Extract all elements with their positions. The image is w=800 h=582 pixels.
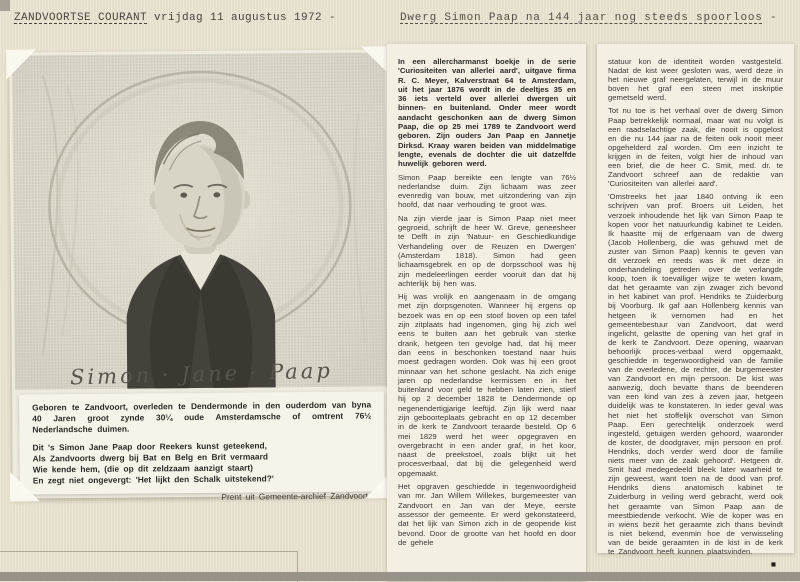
article-paragraph: 'Omstreeks het jaar 1840 ontving ik een schrijven van prof. Broers uit Leiden, het verzoek inhoudende het lijk van Simon Paap te kopen voor het natuurkundig kabinet te Leiden. Ik haastte mij de erfgenaam van de dwerg (Jacob Hollenberg, die was gehuwd met de zuster van Simon Paap) kennis te geven van dit verzoek en reeds was ik met deze in onderhandeling getreden over de verlangde koop, toen ik toevalliger wijze te weten kwam, dat het geraamte van zijn zwager zich bevond in het kabinet van prof. Hendriks te Zuiderburg bij Voorburg. Ik gaf aan Hollenberg kennis van hetgeen ik vernomen had en het gemeentebestuur van Zandvoort, dat werd ingelicht, gelastte de opening van het graf in de kerk te Zandvoort. Deze opening, waarvan behoorlijk proces-verbaal werd opgemaakt, geschiedde in tegenwoordigheid van de familie van de overledene, de rechter, de burgemeester van Zandvoort en mijn persoon. De kist was aanwezig, doch bevatte thans de beenderen van een kind van zes à zeven jaar, hetgeen duidelijk was te konstateren. In ieder geval was het niet het stoffelijk overschot van Simon Paap. Een gerechtelijk onderzoek werd ingesteld, getuigen werden gehoord, waaronder de koster, de doodgraver, mijn persoon en prof. Hendriks, doch verder werd door de familie niets meer van de zaak gehoord'. Hetgeen dr. Smit had medegedeeld bleek later waarheid te zijn geweest, want toen na de dood van prof. Hendriks diens anatomisch kabinet te Zuiderburg in veiling werd gebracht, werd ook het geraamte van Simon Paap aan de meestbiedende verkocht. Wie de koper was en in wiens bezit het geraamte zich thans bevindt is niet bekend, evenmin hoe de verwisseling van de beide geraamten in de kist in de kerk te Zandvoort heeft kunnen plaatsvinden. (608, 192, 783, 556)
poem-line: Wie kende hem, (die op dit zeldzaam aanzigt staart) (32, 462, 253, 475)
caption-card (19, 391, 385, 502)
scan-corner-mark (0, 0, 10, 11)
newspaper-name: ZANDVOORTSE COURANT (14, 12, 148, 24)
article-paragraph: Hij was vrolijk en aangenaam in de omgang met zijn dorpsgenoten. Wanneer hij ergens op bezoek was en op een stoof boven op een tafel zijn zitplaats had ingenomen, ging hij zich wel eens te buiten aan het gebruik van sterke drank, hetgeen ten gevolge had, dat hij meer dan eens in beschonken toestand naar huis moest gedragen worden. Ook was hij een groot minnaar van het schone geslacht. Na zich enige jaren op nederlandse kermissen en in het buitenland voor geld te hebben laten zien, stierf hij op 2 december 1828 te Dendermonde op negenendertigjarige leeftijd. Zijn lijk werd naar zijn geboorteplaats gebracht en op 12 december in de kerk te Zandvoort teraarde besteld. Op 6 mei 1829 werd het weer opgegraven en overgebracht in een ander graf, in het koor, naast de preekstoel, zoals blijkt uit het procesverbaal, dat bij die gelegenheid werd opgemaakt. (398, 292, 576, 478)
article-paragraph: Simon Paap bereikte een lengte van 76½ nederlandse duim. Zijn lichaam was zeer evenredig van bouw, met uitzondering van zijn hoofd, dat naar verhouding te groot was. (398, 172, 576, 210)
portrait-engraving-image (12, 52, 388, 389)
portrait-print (9, 49, 392, 502)
poem-line: Dit 's Simon Jane Paap door Reekers kunst geteekend, (32, 440, 267, 453)
article-lead-paragraph: In een allercharmanst boekje in de serie 'Curiositeiten van allerlei aard', uitgave firma R. C. Meyer, Kalverstraat 64 te Amsterdam, uit het jaar 1876 wordt in de deeltjes 35 en 36 iets verteld over allerlei dwergen uit binnen- en buitenland. Onder meer wordt aandacht geschonken aan de dwerg Simon Paap, die op 25 mei 1789 te Zandvoort werd geboren. Zijn ouders Jan Paap en Jannetje Dirksd. Kraay waren beiden van middelmatige lengte, evenals de dochter die uit datzelfde huwelijk geboren werd. (398, 57, 576, 169)
engraving-area (12, 52, 388, 389)
article-paragraph: Tot nu toe is het verhaal over de dwerg Simon Paap betrekkelijk normaal, maar wat nu volgt is een raadselachtige zaak, die nooit is opgelost en die nu 144 jaar na de feiten ook nooit meer opgehelderd zal worden. Om een inzicht te krijgen in de feiten, volgt hier de inhoud van een brief, die de heer C. Smit, med. dr. te Zandvoort schreef aan de redaktie van 'Curiositeiten van allerlei aard'. (608, 106, 783, 189)
newspaper-date: vrijdag 11 augustus 1972 - (147, 12, 337, 24)
article-column-middle (387, 44, 586, 581)
scan-edge-strip (0, 572, 800, 581)
caption-description: Geboren te Zandvoort, overleden te Dendermonde in den ouderdom van byna 40 Jaren groot zynde 30¼ oude Amsterdamsche of omtrent 76½ Nederlandsche duimen. (32, 399, 372, 435)
article-paragraph: statuur kon de identiteit worden vastgesteld. Nadat de kist weer gesloten was, werd deze in het nieuwe graf neergelaten, terwijl in de muur boven het graf een steen met inskriptie gemetseld werd. (608, 57, 783, 103)
article-headline: Dwerg Simon Paap na 144 jaar nog steeds spoorloos (400, 12, 763, 24)
portrait-script-caption: Simon · Jane · Paap (69, 358, 334, 390)
poem-line: En zegt niet ongevergt: 'Het lijkt den Schalk uitstekend?' (32, 473, 274, 486)
header-right (400, 12, 777, 24)
caption-poem (32, 440, 371, 487)
print-credit: Prent uit Gemeente-archief Zandvoort (221, 490, 368, 502)
poem-line: Als Zandvoorts dwerg bij Bat en Belg en Brit vermaard (32, 451, 268, 464)
header-left (14, 12, 336, 24)
end-of-article-mark: ■ (770, 559, 776, 570)
article-column-right (597, 44, 794, 570)
article-headline-dash: - (762, 12, 778, 24)
article-paragraph: Het opgraven geschiedde in tegenwoordigheid van mr. Jan Willem Willekes, burgemeester van Zandvoort en Jan van der Meye, eerste assessor der gemeente. Er werd gekonstateerd, dat het lijk van Simon zich in de geopende kist bevond. Door de grootte van het hoofd en door de gehele (398, 482, 576, 547)
article-paragraph: Na zijn vierde jaar is Simon Paap niet meer gegroeid, schrijft de heer W. Greve, geneesheer te Delft in zijn 'Natuur- en Geschiedkundige Verhandeling over de Reuzen en Dwergen' (Amsterdam 1818). Simon had geen lichaamsgebrek en op de dorpsschool was hij zijn medeleerlingen eerder vooruit dan dat hij achterlijk bij hen was. (398, 213, 576, 288)
